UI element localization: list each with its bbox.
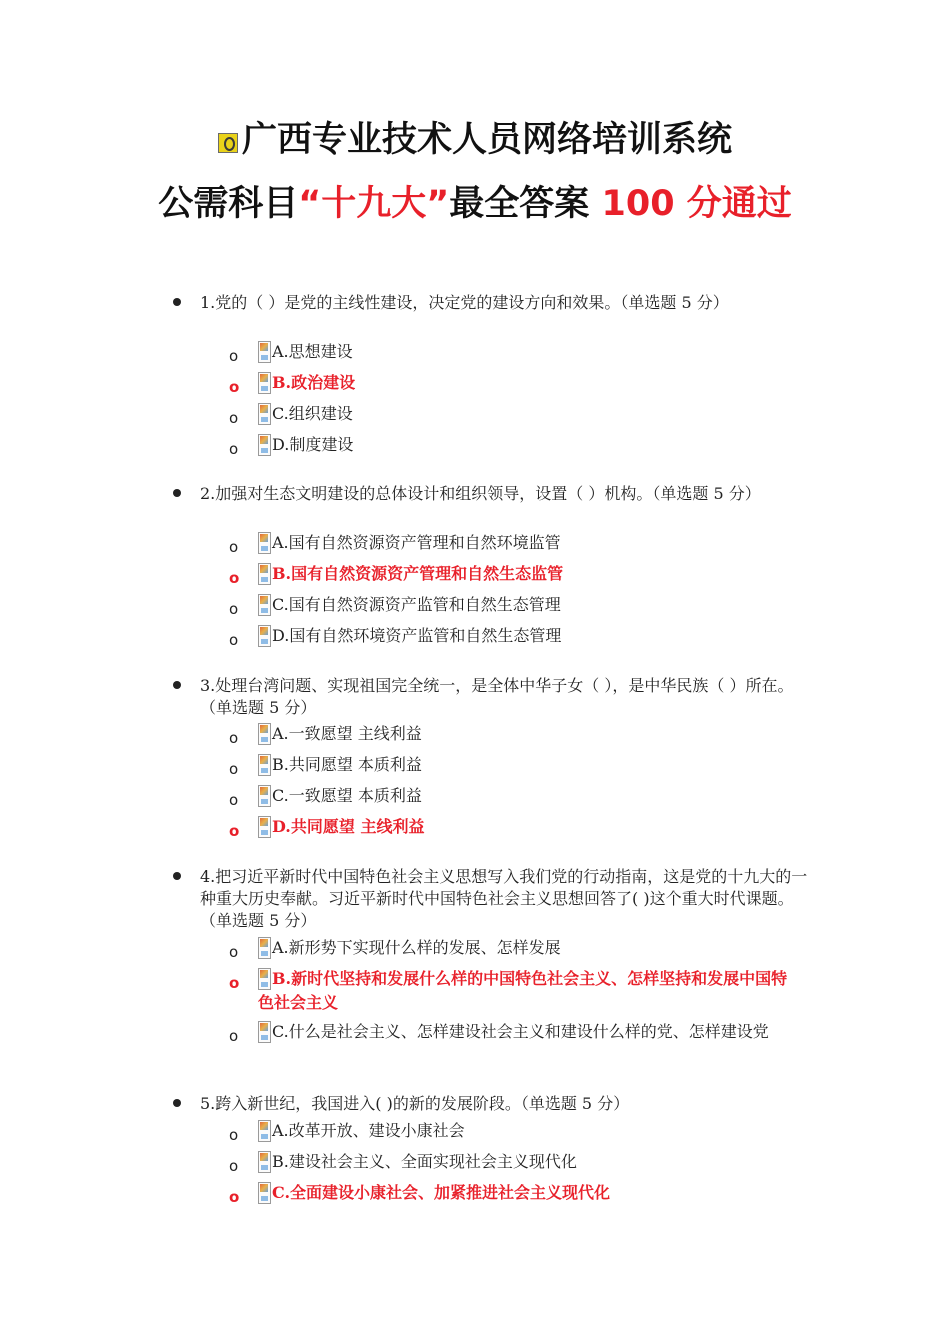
question-2-text: 2.加强对生态文明建设的总体设计和组织领导，设置（ ）机构。（单选题 5 分） — [200, 484, 761, 503]
document-title — [0, 112, 950, 168]
question-3-option-a: A.一致愿望 主线利益 — [258, 722, 798, 746]
option-mark: o — [229, 1157, 239, 1175]
broken-image-icon — [258, 816, 271, 838]
question-bullet — [173, 681, 181, 689]
question-1-option-a: A.思想建设 — [258, 340, 798, 364]
option-mark: o — [229, 791, 239, 809]
option-mark: o — [229, 943, 239, 961]
broken-image-icon — [258, 434, 271, 456]
question-1-text: 1.党的（ ）是党的主线性建设，决定党的建设方向和效果。（单选题 5 分） — [200, 293, 729, 312]
option-mark: o — [229, 631, 239, 649]
question-5-option-a: A.改革开放、建设小康社会 — [258, 1119, 798, 1143]
option-mark: o — [229, 409, 239, 427]
option-mark: o — [229, 378, 240, 396]
question-1-option-b: B.政治建设 — [258, 371, 798, 395]
option-mark: o — [229, 974, 240, 992]
broken-image-icon — [258, 754, 271, 776]
question-5-option-c: C.全面建设小康社会、加紧推进社会主义现代化 — [258, 1181, 798, 1205]
question-1-option-c: C.组织建设 — [258, 402, 798, 426]
broken-image-icon — [258, 968, 271, 990]
option-mark: o — [229, 1126, 239, 1144]
option-mark: o — [229, 1027, 239, 1045]
question-3-text: 3.处理台湾问题、实现祖国完全统一，是全体中华子女（ ），是中华民族（ ）所在。（单选题 5 分） — [200, 676, 794, 717]
broken-image-icon — [258, 1151, 271, 1173]
question-4-option-a: A.新形势下实现什么样的发展、怎样发展 — [258, 936, 798, 960]
question-3-option-b: B.共同愿望 本质利益 — [258, 753, 798, 777]
option-mark: o — [229, 600, 239, 618]
broken-image-icon — [258, 594, 271, 616]
app-logo-icon — [218, 133, 238, 153]
subtitle-part1: 公需科目 — [158, 184, 299, 224]
document-subtitle — [140, 180, 810, 228]
option-mark: o — [229, 1188, 240, 1206]
question-bullet — [173, 872, 181, 880]
question-bullet — [173, 298, 181, 306]
option-mark: o — [229, 569, 240, 587]
option-mark: o — [229, 760, 239, 778]
question-bullet — [173, 489, 181, 497]
broken-image-icon — [258, 403, 271, 425]
broken-image-icon — [258, 937, 271, 959]
broken-image-icon — [258, 785, 271, 807]
question-3-option-c: C.一致愿望 本质利益 — [258, 784, 798, 808]
subtitle-part2: 最全答案 — [449, 184, 590, 224]
broken-image-icon — [258, 532, 271, 554]
question-5-text: 5.跨入新世纪，我国进入( )的新的发展阶段。（单选题 5 分） — [200, 1094, 630, 1113]
option-mark: o — [229, 729, 239, 747]
option-mark: o — [229, 538, 239, 556]
broken-image-icon — [258, 1120, 271, 1142]
question-2-option-c: C.国有自然资源资产监管和自然生态管理 — [258, 593, 798, 617]
title-line1: 广西专业技术人员网络培训系统 — [241, 120, 732, 160]
broken-image-icon — [258, 723, 271, 745]
option-mark: o — [229, 347, 239, 365]
question-2-option-b: B.国有自然资源资产管理和自然生态监管 — [258, 562, 798, 586]
option-mark: o — [229, 822, 240, 840]
subtitle-highlight-1: “十九大” — [298, 184, 450, 224]
broken-image-icon — [258, 625, 271, 647]
question-3-option-d: D.共同愿望 主线利益 — [258, 815, 798, 839]
broken-image-icon — [258, 372, 271, 394]
broken-image-icon — [258, 563, 271, 585]
question-bullet — [173, 1099, 181, 1107]
question-4-text: 4.把习近平新时代中国特色社会主义思想写入我们党的行动指南，这是党的十九大的一种重大历史奉献。习近平新时代中国特色社会主义思想回答了( )这个重大时代课题。（单选题 5 分） — [200, 867, 808, 930]
subtitle-highlight-2: 100 分通过 — [589, 184, 792, 224]
question-2-option-a: A.国有自然资源资产管理和自然环境监管 — [258, 531, 798, 555]
question-2-option-d: D.国有自然环境资产监管和自然生态管理 — [258, 624, 798, 648]
question-1-option-d: D.制度建设 — [258, 433, 798, 457]
broken-image-icon — [258, 1021, 271, 1043]
question-4-option-b: B.新时代坚持和发展什么样的中国特色社会主义、怎样坚持和发展中国特色社会主义 — [258, 969, 788, 1012]
option-mark: o — [229, 440, 239, 458]
broken-image-icon — [258, 1182, 271, 1204]
question-5-option-b: B.建设社会主义、全面实现社会主义现代化 — [258, 1150, 798, 1174]
question-4-option-c: C.什么是社会主义、怎样建设社会主义和建设什么样的党、怎样建设党 — [258, 1020, 798, 1044]
broken-image-icon — [258, 341, 271, 363]
